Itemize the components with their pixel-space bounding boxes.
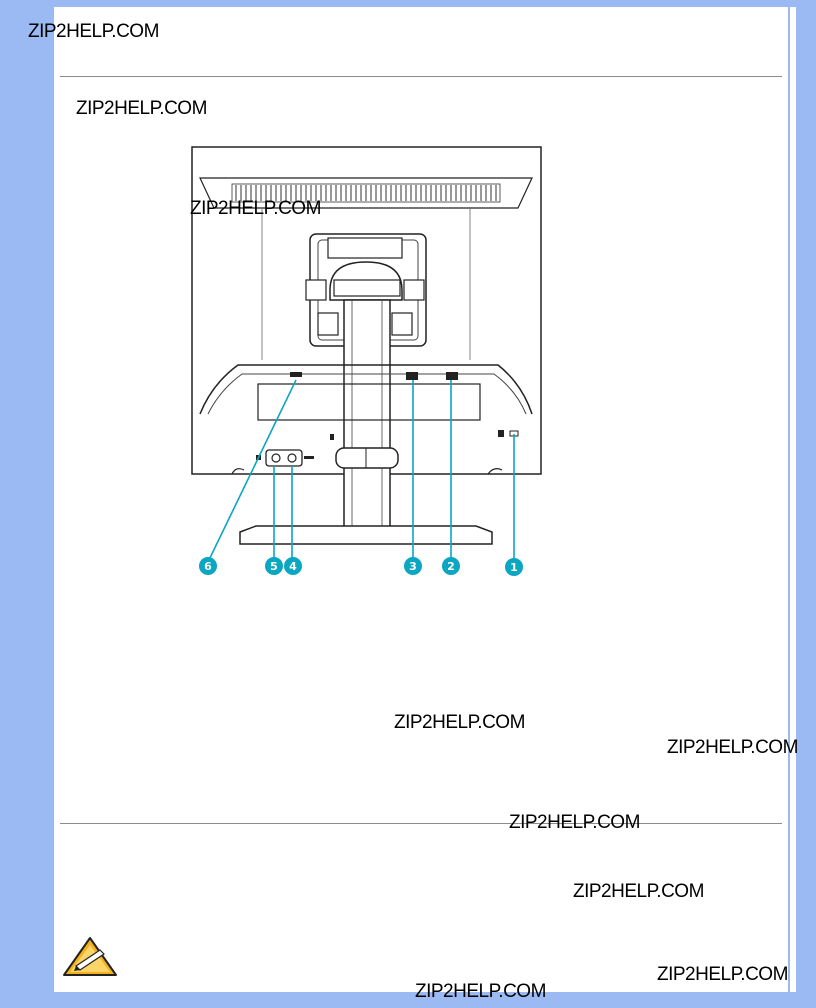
watermark-9: ZIP2HELP.COM: [415, 981, 546, 1002]
watermark-4: ZIP2HELP.COM: [394, 712, 525, 733]
watermark-3: ZIP2HELP.COM: [190, 198, 321, 219]
watermark-6: ZIP2HELP.COM: [509, 812, 640, 833]
callout-1-label: 1: [510, 561, 518, 574]
callout-4-label: 4: [289, 560, 297, 573]
callout-2-label: 2: [447, 560, 455, 573]
watermark-1: ZIP2HELP.COM: [28, 21, 159, 42]
callout-6-label: 6: [204, 560, 212, 573]
pencil-note-icon: [64, 938, 116, 975]
watermark-8: ZIP2HELP.COM: [657, 964, 788, 985]
callout-5-label: 5: [270, 560, 278, 573]
watermark-2: ZIP2HELP.COM: [76, 98, 207, 119]
callout-badges: [199, 557, 523, 576]
callout-3-label: 3: [409, 560, 417, 573]
watermark-7: ZIP2HELP.COM: [573, 881, 704, 902]
watermark-5: ZIP2HELP.COM: [667, 737, 798, 758]
